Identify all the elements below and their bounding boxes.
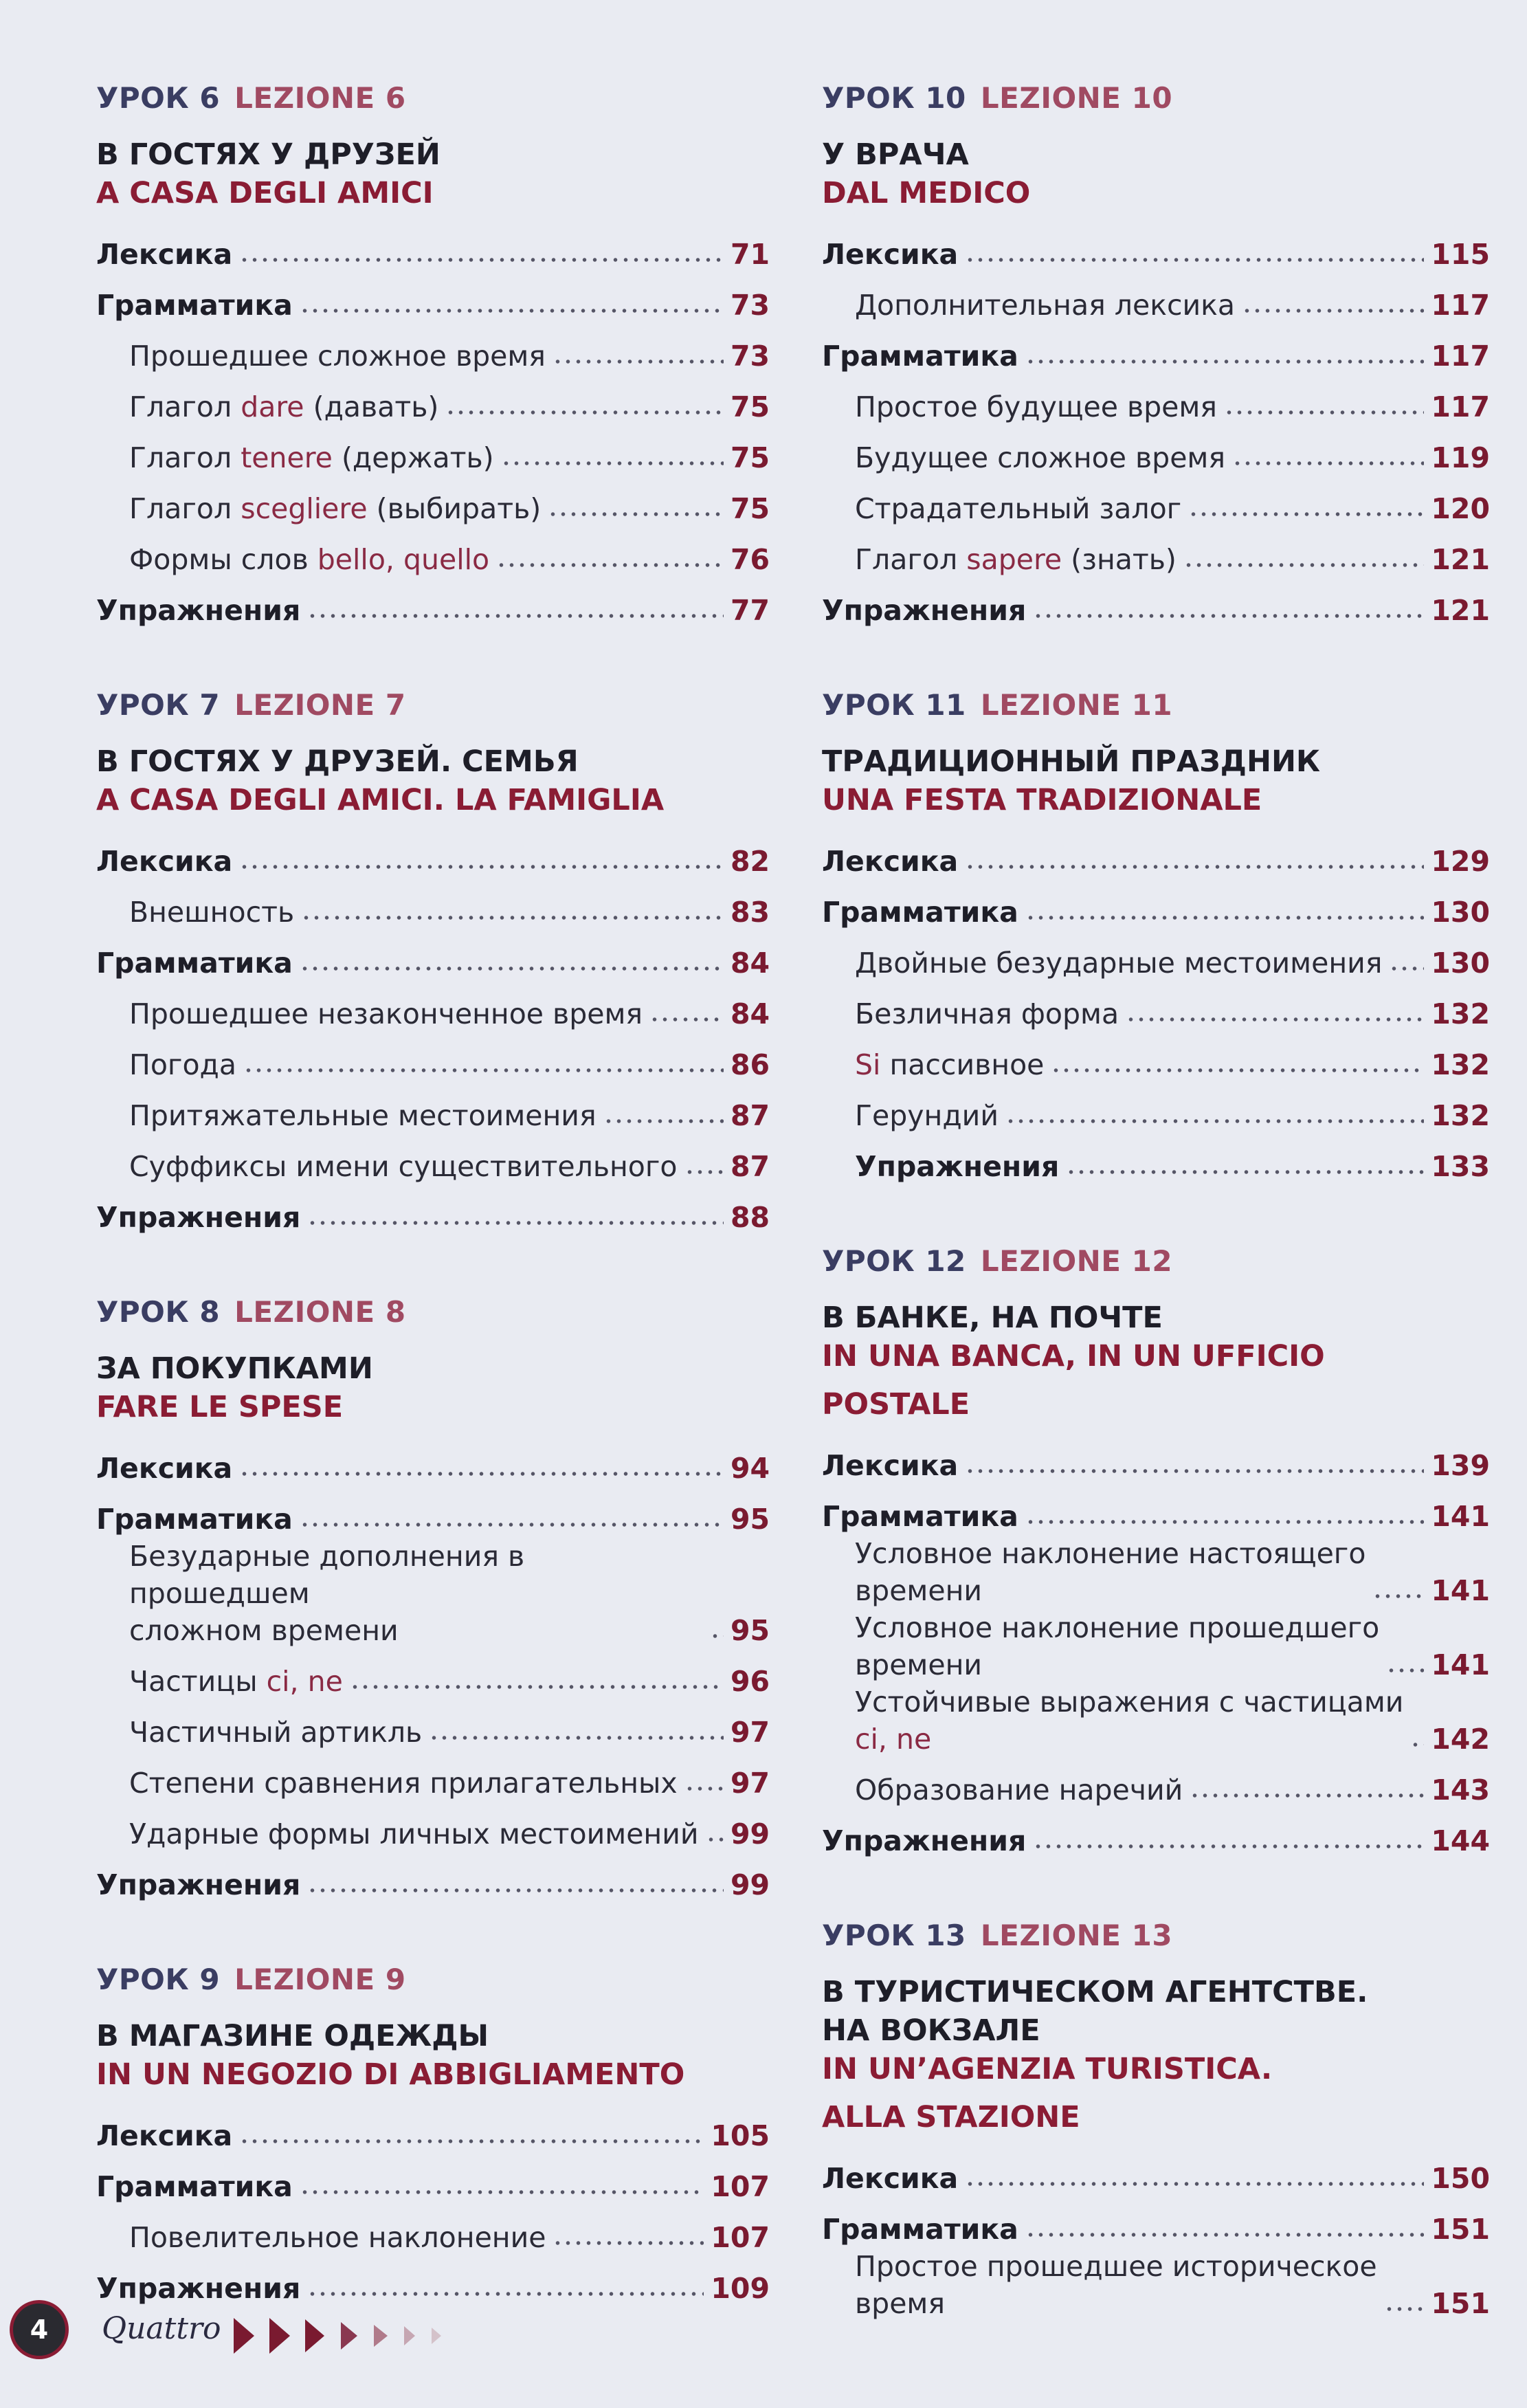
toc-page-number: 84 [730, 997, 770, 1030]
lesson-title-ru: У ВРАЧА [822, 137, 969, 172]
dot-leader [1372, 1593, 1424, 1599]
dot-leader [965, 2181, 1424, 2187]
lesson-section [96, 1963, 770, 2307]
toc-entry-label: Прошедшее сложное время [129, 340, 546, 373]
toc-entry-label-text: Глагол [129, 390, 241, 423]
toc-page-number: 107 [711, 2221, 770, 2254]
toc-entry[interactable] [96, 578, 770, 629]
toc-page-number: 120 [1431, 492, 1490, 525]
toc-entry[interactable] [96, 1083, 770, 1134]
toc-page-number: 75 [730, 492, 770, 525]
italian-term: Si [855, 1048, 881, 1081]
toc-entry-label: Упражнения [96, 1201, 301, 1234]
lesson-title-it: DAL MEDICO [822, 176, 1031, 210]
toc-page-number: 73 [730, 340, 770, 373]
toc-entry[interactable] [96, 222, 770, 273]
toc-entry-label-text: Формы слов [129, 543, 317, 576]
toc-entry-label-text: Глагол [129, 441, 241, 474]
toc-entry[interactable] [822, 222, 1490, 273]
toc-entry[interactable] [96, 426, 770, 476]
toc-entry-label-line: сложном времени [129, 1614, 399, 1647]
toc-entry-label: Безличная форма [855, 997, 1119, 1030]
lesson-title-ru: В ГОСТЯХ У ДРУЗЕЙ. СЕМЬЯ [96, 744, 579, 779]
toc-entry-label-line: Безударные дополнения в прошедшем [129, 1540, 525, 1610]
toc-entry-label [129, 541, 489, 578]
italian-term: sapere [966, 543, 1062, 576]
dot-leader [548, 511, 724, 517]
toc-page-number: 82 [730, 845, 770, 878]
lesson-section [822, 1919, 1490, 2322]
toc-page-number: 75 [730, 441, 770, 474]
toc-entry[interactable] [96, 1853, 770, 1903]
toc-entry[interactable] [96, 931, 770, 982]
toc-entry[interactable] [96, 1802, 770, 1853]
lesson-heading [822, 1919, 1490, 1952]
toc-entry[interactable] [822, 2197, 1490, 2248]
lesson-section [822, 81, 1490, 629]
toc-entry[interactable] [96, 2103, 770, 2154]
toc-entry-label-text: (давать) [304, 390, 439, 423]
toc-entry-label-text: пассивное [880, 1048, 1045, 1081]
toc-entry-label: Повелительное наклонение [129, 2221, 546, 2254]
toc-page-number: 144 [1431, 1824, 1490, 1857]
toc-entry[interactable] [96, 2154, 770, 2205]
lesson-title-it: IN UNA BANCA, IN UN UFFICIO [822, 1339, 1325, 1373]
toc-page-number: 84 [730, 947, 770, 980]
toc-entry[interactable] [96, 1487, 770, 1538]
dot-leader [1126, 1017, 1424, 1022]
toc-entry[interactable] [822, 1683, 1490, 1758]
toc-entry[interactable] [822, 1032, 1490, 1083]
toc-entry-label: Упражнения [96, 2272, 301, 2305]
lesson-number-ru: УРОК 13 [822, 1919, 966, 1952]
toc-entry-label [855, 1683, 1403, 1758]
toc-entry-label [129, 1538, 703, 1649]
toc-page-number: 97 [730, 1767, 770, 1800]
toc-entry[interactable] [96, 880, 770, 931]
toc-entry-label: Лексика [822, 845, 959, 878]
dot-leader [1384, 2306, 1425, 2312]
toc-page-number: 139 [1431, 1449, 1490, 1482]
dot-leader [1025, 359, 1425, 364]
toc-entry-label-line: время [855, 2287, 946, 2320]
dot-leader [684, 1169, 724, 1175]
toc-page-number: 94 [730, 1452, 770, 1485]
toc-page-number: 71 [730, 238, 770, 271]
dot-leader [496, 562, 724, 568]
dot-leader [1389, 966, 1424, 971]
toc-entry-label: Погода [129, 1048, 237, 1081]
lesson-title-it: A CASA DEGLI AMICI [96, 176, 434, 210]
toc-entry-label [855, 1046, 1044, 1083]
toc-entry-label: Суффиксы имени существительного [129, 1150, 678, 1183]
dot-leader [965, 1468, 1424, 1474]
toc-entry-label: Грамматика [822, 1500, 1018, 1533]
toc-page-number: 142 [1431, 1723, 1490, 1756]
italian-term: bello, quello [317, 543, 490, 576]
lesson-heading [96, 1295, 770, 1329]
toc-entry-label: Лексика [822, 2162, 959, 2195]
toc-entry[interactable] [96, 375, 770, 426]
toc-entry-label: Упражнения [822, 1824, 1027, 1857]
dot-leader [307, 613, 724, 619]
toc-entry-label: Лексика [96, 845, 233, 878]
toc-page-number: 129 [1431, 845, 1490, 878]
dot-leader [1033, 1844, 1424, 1849]
toc-entry-label-line: ci, ne [855, 1723, 932, 1756]
dot-leader [239, 2139, 704, 2144]
toc-entry-label-line: Простое прошедшее историческое [855, 2250, 1377, 2283]
lesson-number-it: LEZIONE 13 [980, 1919, 1173, 1952]
lesson-title-ru: В ГОСТЯХ У ДРУЗЕЙ [96, 137, 441, 172]
toc-entry[interactable] [822, 982, 1490, 1032]
toc-page-number: 117 [1431, 340, 1490, 373]
toc-entry-label: Лексика [822, 238, 959, 271]
toc-page-number: 143 [1431, 1774, 1490, 1807]
toc-entry-label [855, 1535, 1366, 1609]
toc-page-number: 97 [730, 1716, 770, 1749]
toc-entry[interactable] [822, 829, 1490, 880]
toc-entry[interactable] [822, 273, 1490, 324]
toc-entry-label: Упражнения [855, 1150, 1060, 1183]
lesson-heading [822, 81, 1490, 115]
toc-entry-label: Двойные безударные местоимения [855, 947, 1383, 980]
dot-leader [1183, 562, 1424, 568]
dot-leader [429, 1735, 724, 1741]
toc-entry-label: Грамматика [822, 2213, 1018, 2246]
toc-entry[interactable] [822, 324, 1490, 375]
dot-leader [239, 864, 724, 870]
toc-entry-label-text: Частицы [129, 1665, 267, 1698]
dot-leader [1066, 1169, 1424, 1175]
italian-term: ci, ne [266, 1665, 343, 1698]
toc-page-number: 99 [730, 1868, 770, 1901]
lesson-title-ru: В МАГАЗИНЕ ОДЕЖДЫ [96, 2019, 489, 2053]
toc-entry-label-line: времени [855, 1648, 983, 1681]
toc-entry-label: Грамматика [822, 340, 1018, 373]
dot-leader [1190, 1793, 1424, 1798]
toc-page-number: 107 [711, 2170, 770, 2203]
lesson-title-it: FARE LE SPESE [96, 1390, 344, 1424]
lesson-section [96, 81, 770, 629]
toc-page-number: 77 [730, 594, 770, 627]
toc-entry-label-line: Устойчивые выражения с частицами [855, 1686, 1404, 1719]
toc-entry[interactable] [822, 578, 1490, 629]
toc-entry-label [855, 541, 1177, 578]
dot-leader [1188, 511, 1424, 517]
toc-entry[interactable] [96, 982, 770, 1032]
toc-entry-label-line: Условное наклонение прошедшего [855, 1611, 1380, 1644]
lesson-title-ru: В БАНКЕ, НА ПОЧТЕ [822, 1301, 1163, 1335]
toc-page-number: 109 [711, 2272, 770, 2305]
toc-page-number: 75 [730, 390, 770, 423]
toc-entry-label: Простое будущее время [855, 390, 1217, 423]
dot-leader [684, 1786, 724, 1791]
toc-entry-label-text: (держать) [332, 441, 494, 474]
toc-entry[interactable] [96, 527, 770, 578]
toc-entry-label: Будущее сложное время [855, 441, 1226, 474]
dot-leader [1025, 2232, 1425, 2238]
toc-entry-label [129, 388, 438, 426]
toc-entry[interactable] [822, 2146, 1490, 2197]
page-number-badge: 4 [10, 2300, 69, 2359]
toc-entry[interactable] [96, 1700, 770, 1751]
dot-leader [243, 1068, 724, 1073]
dot-leader [1051, 1068, 1424, 1073]
toc-entry[interactable] [822, 931, 1490, 982]
dot-leader [1232, 461, 1424, 466]
dot-leader [501, 461, 724, 466]
page-footer [0, 2296, 522, 2378]
dot-leader [239, 257, 724, 263]
toc-entry[interactable] [96, 1032, 770, 1083]
toc-entry-label: Лексика [96, 2119, 233, 2152]
toc-entry-label: Притяжательные местоимения [129, 1099, 597, 1132]
toc-entry[interactable] [96, 476, 770, 527]
lesson-number-it: LEZIONE 7 [234, 688, 406, 722]
lesson-number-ru: УРОК 12 [822, 1244, 966, 1278]
lesson-number-ru: УРОК 7 [96, 688, 221, 722]
toc-page-number: 132 [1431, 1099, 1490, 1132]
dot-leader [553, 2240, 704, 2246]
toc-entry-label-line: Условное наклонение настоящего [855, 1537, 1366, 1570]
italian-term: tenere [241, 441, 333, 474]
lesson-number-ru: УРОК 10 [822, 81, 966, 115]
toc-entry-label [129, 1663, 343, 1700]
lesson-title-ru: НА ВОКЗАЛЕ [822, 2013, 1040, 2048]
dot-leader [1386, 1668, 1424, 1673]
lesson-section [822, 688, 1490, 1185]
lesson-number-ru: УРОК 11 [822, 688, 966, 722]
lesson-title-ru: В ТУРИСТИЧЕСКОМ АГЕНТСТВЕ. [822, 1975, 1368, 2009]
toc-page-number: 95 [730, 1614, 770, 1647]
toc-entry[interactable] [96, 1185, 770, 1236]
lesson-heading [96, 81, 770, 115]
dot-leader [300, 1522, 724, 1527]
dot-leader [1410, 1742, 1424, 1747]
toc-entry-label-text: Глагол [129, 492, 241, 525]
toc-entry-label: Степени сравнения прилагательных [129, 1767, 678, 1800]
toc-entry-label: Грамматика [96, 2170, 293, 2203]
lesson-title-it: UNA FESTA TRADIZIONALE [822, 783, 1262, 817]
toc-entry-label-text: (выбирать) [367, 492, 542, 525]
toc-entry[interactable] [822, 880, 1490, 931]
toc-entry-label-text: (знать) [1062, 543, 1177, 576]
toc-right-column [822, 81, 1490, 2381]
toc-entry-label-line: времени [855, 1574, 983, 1607]
lesson-number-it: LEZIONE 12 [980, 1244, 1173, 1278]
toc-page-number: 117 [1431, 289, 1490, 322]
toc-entry-label: Упражнения [96, 1868, 301, 1901]
toc-entry-label: Грамматика [96, 1503, 293, 1536]
toc-entry-label: Лексика [96, 1452, 233, 1485]
toc-entry-label [129, 439, 494, 476]
toc-entry[interactable] [96, 829, 770, 880]
dot-leader [603, 1118, 724, 1124]
lesson-title-it: A CASA DEGLI AMICI. LA FAMIGLIA [96, 783, 665, 817]
toc-page-number: 95 [730, 1503, 770, 1536]
dot-leader [307, 1888, 724, 1893]
toc-entry[interactable] [822, 1609, 1490, 1683]
toc-page-number: 132 [1431, 997, 1490, 1030]
toc-entry-label: Частичный артикль [129, 1716, 423, 1749]
toc-entry[interactable] [96, 324, 770, 375]
lesson-heading [96, 688, 770, 722]
lesson-title-it: POSTALE [822, 1387, 970, 1422]
toc-page-number: 73 [730, 289, 770, 322]
toc-entry[interactable] [822, 375, 1490, 426]
toc-entry[interactable] [822, 2248, 1490, 2322]
dot-leader [300, 308, 724, 313]
toc-entry-label: Грамматика [822, 896, 1018, 929]
lesson-number-it: LEZIONE 6 [234, 81, 406, 115]
toc-page-number: 141 [1431, 1500, 1490, 1533]
dot-leader [445, 410, 724, 415]
arrows-decoration-icon [234, 2315, 495, 2356]
italian-term: scegliere [241, 492, 368, 525]
lesson-number-it: LEZIONE 8 [234, 1295, 406, 1329]
toc-page-number: 119 [1431, 441, 1490, 474]
lesson-number-it: LEZIONE 10 [980, 81, 1173, 115]
toc-entry-label: Дополнительная лексика [855, 289, 1236, 322]
dot-leader [1242, 308, 1424, 313]
toc-entry-label: Упражнения [96, 594, 301, 627]
toc-page-number: 130 [1431, 947, 1490, 980]
page-number-word: Quattro [102, 2311, 221, 2346]
toc-entry-label: Упражнения [822, 594, 1027, 627]
toc-page-number: 96 [730, 1665, 770, 1698]
toc-page-number: 141 [1431, 1574, 1490, 1607]
toc-entry-label [855, 1609, 1379, 1683]
lesson-section [96, 1295, 770, 1903]
lesson-number-ru: УРОК 9 [96, 1963, 221, 1996]
lesson-title-it: IN UN’AGENZIA TURISTICA. [822, 2052, 1273, 2086]
toc-page-number: 151 [1431, 2287, 1490, 2320]
lesson-number-it: LEZIONE 11 [980, 688, 1173, 722]
toc-entry[interactable] [96, 273, 770, 324]
dot-leader [710, 1633, 724, 1639]
toc-entry-label: Образование наречий [855, 1774, 1183, 1807]
lesson-title-ru: ЗА ПОКУПКАМИ [96, 1351, 373, 1386]
toc-entry-label: Внешность [129, 896, 295, 929]
toc-page-number: 87 [730, 1150, 770, 1183]
lesson-title-it: IN UN NEGOZIO DI ABBIGLIAMENTO [96, 2057, 685, 2092]
dot-leader [1025, 1519, 1425, 1525]
dot-leader [706, 1837, 724, 1842]
lesson-heading [822, 688, 1490, 722]
toc-entry[interactable] [822, 1484, 1490, 1535]
lesson-heading [96, 1963, 770, 1996]
toc-page-number: 115 [1431, 238, 1490, 271]
toc-page-number: 99 [730, 1818, 770, 1851]
lesson-title-ru: ТРАДИЦИОННЫЙ ПРАЗДНИК [822, 744, 1321, 779]
toc-entry[interactable] [822, 1134, 1490, 1185]
toc-page-number: 76 [730, 543, 770, 576]
toc-entry-label-text: Глагол [855, 543, 967, 576]
dot-leader [649, 1017, 724, 1022]
toc-page-number: 130 [1431, 896, 1490, 929]
toc-entry-label: Прошедшее незаконченное время [129, 997, 643, 1030]
toc-entry[interactable] [822, 1433, 1490, 1484]
toc-page-number: 105 [711, 2119, 770, 2152]
dot-leader [1224, 410, 1424, 415]
italian-term: dare [241, 390, 304, 423]
dot-leader [239, 1471, 724, 1477]
toc-entry[interactable] [96, 2205, 770, 2256]
toc-entry-label [129, 490, 541, 527]
toc-page-number: 83 [730, 896, 770, 929]
dot-leader [965, 257, 1424, 263]
lesson-section [96, 688, 770, 1236]
toc-entry-label: Лексика [822, 1449, 959, 1482]
toc-page-number: 86 [730, 1048, 770, 1081]
toc-page-number: 88 [730, 1201, 770, 1234]
toc-page-number: 87 [730, 1099, 770, 1132]
dot-leader [553, 359, 724, 364]
toc-page-number: 121 [1431, 594, 1490, 627]
toc-page-number: 150 [1431, 2162, 1490, 2195]
dot-leader [307, 1220, 724, 1226]
toc-entry-label: Страдательный залог [855, 492, 1182, 525]
toc-entry-label: Грамматика [96, 289, 293, 322]
dot-leader [1025, 915, 1425, 920]
dot-leader [300, 2189, 704, 2195]
lesson-number-ru: УРОК 8 [96, 1295, 221, 1329]
toc-entry[interactable] [96, 1436, 770, 1487]
lesson-section [822, 1244, 1490, 1859]
toc-entry[interactable] [822, 1809, 1490, 1859]
toc-entry[interactable] [822, 1535, 1490, 1609]
toc-entry[interactable] [96, 1751, 770, 1802]
dot-leader [965, 864, 1424, 870]
dot-leader [350, 1684, 724, 1690]
toc-page-number: 133 [1431, 1150, 1490, 1183]
dot-leader [1033, 613, 1424, 619]
toc-entry[interactable] [822, 1083, 1490, 1134]
dot-leader [300, 966, 724, 971]
toc-page-number: 117 [1431, 390, 1490, 423]
lesson-title-it: ALLA STAZIONE [822, 2100, 1080, 2134]
toc-page-number: 141 [1431, 1648, 1490, 1681]
toc-entry-label [855, 2248, 1377, 2322]
lesson-heading [822, 1244, 1490, 1278]
toc-entry-label: Грамматика [96, 947, 293, 980]
toc-entry-label: Лексика [96, 238, 233, 271]
toc-entry[interactable] [822, 426, 1490, 476]
toc-page-number: 132 [1431, 1048, 1490, 1081]
toc-left-column [96, 81, 770, 2366]
toc-entry-label: Ударные формы личных местоимений [129, 1818, 699, 1851]
lesson-number-it: LEZIONE 9 [234, 1963, 406, 1996]
dot-leader [301, 915, 724, 920]
dot-leader [1005, 1118, 1424, 1124]
toc-page-number: 151 [1431, 2213, 1490, 2246]
toc-page-number: 121 [1431, 543, 1490, 576]
lesson-number-ru: УРОК 6 [96, 81, 221, 115]
toc-entry[interactable] [822, 527, 1490, 578]
toc-entry[interactable] [822, 1758, 1490, 1809]
toc-entry[interactable] [96, 1649, 770, 1700]
toc-entry-label: Герундий [855, 1099, 999, 1132]
toc-entry[interactable] [96, 1134, 770, 1185]
toc-entry[interactable] [96, 1538, 770, 1649]
toc-entry[interactable] [822, 476, 1490, 527]
